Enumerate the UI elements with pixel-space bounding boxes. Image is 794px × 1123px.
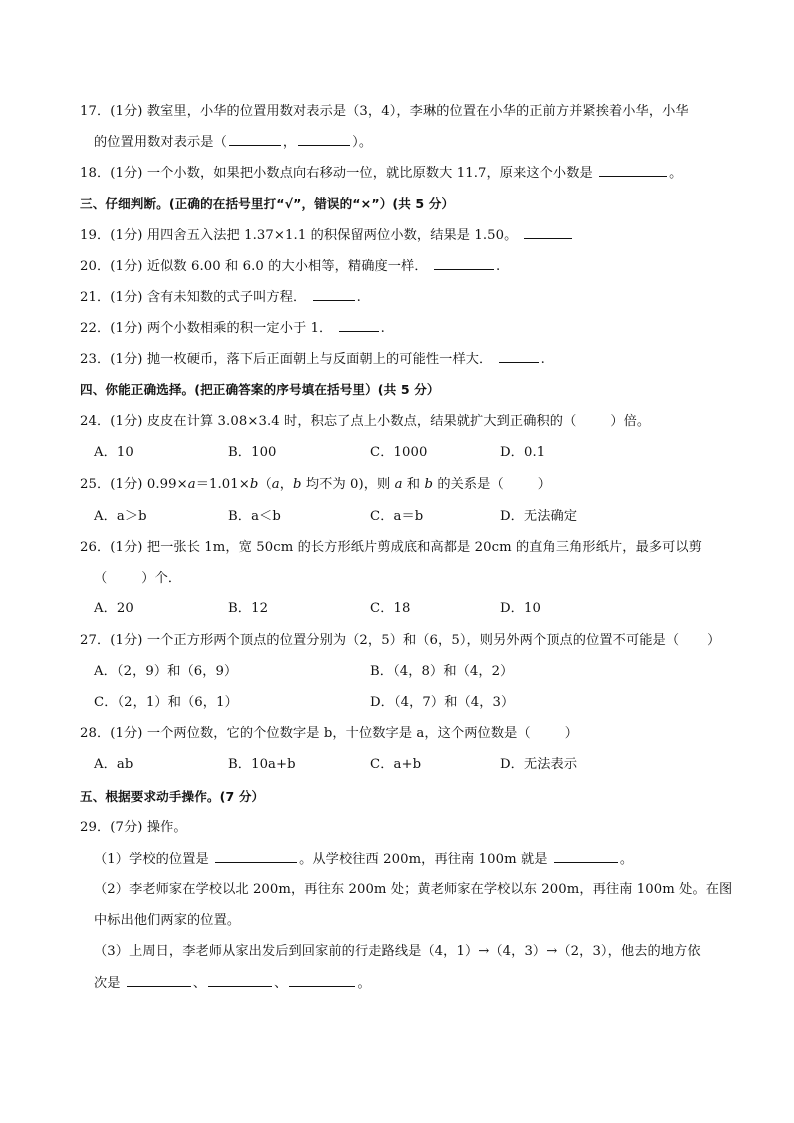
q25-text-e: 均不为 0)，则 bbox=[301, 477, 395, 492]
q21-end: . bbox=[356, 290, 361, 305]
q19-text: 19．(1分) 用四舍五入法把 1.37×1.1 的积保留两位小数，结果是 1.50。 bbox=[80, 228, 518, 243]
q20-blank[interactable] bbox=[434, 256, 494, 270]
q23-text: 23．(1分) 抛一枚硬币，落下后正面朝上与反面朝上的可能性一样大． bbox=[80, 352, 493, 367]
q24-text-a: 24．(1分) 皮皮在计算 3.08×3.4 时，积忘了点上小数点，结果就扩大到正确积的（ bbox=[80, 414, 577, 429]
q27-option-a[interactable]: A．（2，9）和（6，9） bbox=[94, 664, 238, 679]
q29-s1-text-b: 。从学校往西 200m，再往南 100m 就是 bbox=[299, 852, 548, 867]
q25-line bbox=[80, 475, 724, 495]
q22-line bbox=[80, 318, 724, 339]
q28-text-b: ） bbox=[564, 726, 578, 741]
q25-option-c[interactable]: C．a＝b bbox=[370, 509, 424, 524]
q25-text-f: 和 bbox=[402, 477, 425, 492]
section-4-title: 四、你能正确选择。(把正确答案的序号填在括号里）(共 5 分） bbox=[80, 382, 440, 397]
q25-text-h: ） bbox=[537, 477, 552, 492]
q18-line bbox=[80, 163, 724, 184]
q22-blank[interactable] bbox=[339, 318, 379, 332]
q29-head: 29．(7分) 操作。 bbox=[80, 820, 187, 835]
q17-blank-2[interactable] bbox=[298, 132, 350, 146]
q17-blank-1[interactable] bbox=[229, 132, 281, 146]
q26-text-a: （ bbox=[94, 571, 108, 586]
q25-var-e: a bbox=[394, 477, 403, 492]
q17-line2 bbox=[94, 132, 724, 153]
q24-option-d[interactable]: D．0.1 bbox=[500, 445, 546, 460]
q29-sub1 bbox=[94, 849, 724, 870]
q29-s3-blank-1[interactable] bbox=[127, 973, 191, 987]
q17-text-b: ）。 bbox=[352, 135, 373, 150]
q23-blank[interactable] bbox=[499, 349, 539, 363]
q28-text-a: 28．(1分) 一个两位数，它的个位数字是 b，十位数字是 a，这个两位数是（ bbox=[80, 726, 531, 741]
q21-blank[interactable] bbox=[313, 287, 355, 301]
q19-blank[interactable] bbox=[524, 225, 572, 239]
section-5-title: 五、根据要求动手操作。(7 分） bbox=[80, 789, 265, 804]
q26-option-c[interactable]: C．18 bbox=[370, 601, 411, 616]
q24-line bbox=[80, 412, 724, 432]
q24-option-c[interactable]: C．1000 bbox=[370, 445, 428, 460]
q17-text-a: 的位置用数对表示是（ bbox=[94, 135, 227, 150]
q25-text-d: ， bbox=[279, 477, 294, 492]
q29-s1-text-c: 。 bbox=[619, 852, 634, 867]
q29-sub2-line2: 中标出他们两家的位置。 bbox=[94, 913, 241, 928]
q29-s3-blank-3[interactable] bbox=[289, 973, 355, 987]
q28-line bbox=[80, 724, 724, 744]
q25-option-b[interactable]: B．a＜b bbox=[228, 509, 281, 524]
q29-s3-end: 。 bbox=[357, 976, 371, 991]
q26-option-d[interactable]: D．10 bbox=[500, 601, 541, 616]
q25-text-b: ＝1.01× bbox=[195, 477, 250, 492]
q29-sub2-line1: （2）李老师家在学校以北 200m，再往东 200m 处；黄老师家在学校以东 200m，再往南 100m 处。在图 bbox=[94, 882, 733, 897]
q27-text-a: 27．(1分) 一个正方形两个顶点的位置分别为（2，5）和（6，5），则另外两个顶点的位置不可能是（ bbox=[80, 633, 680, 648]
q26-text-b: ）个． bbox=[141, 571, 182, 586]
q25-var-f: b bbox=[424, 477, 434, 492]
q25-option-d[interactable]: D．无法确定 bbox=[500, 509, 578, 524]
q27-text-b: ） bbox=[707, 633, 721, 648]
q21-text: 21．(1分) 含有未知数的式子叫方程． bbox=[80, 290, 307, 305]
q29-s3-text-a: 次是 bbox=[94, 976, 121, 991]
q26-option-b[interactable]: B．12 bbox=[228, 601, 269, 616]
q24-option-a[interactable]: A．10 bbox=[94, 445, 134, 460]
q24-option-b[interactable]: B．100 bbox=[228, 445, 277, 460]
q29-sub3-line2 bbox=[94, 973, 724, 994]
q29-sub3-line1: （3）上周日，李老师从家出发后到回家前的行走路线是（4，1）→（4，3）→（2，3），他去的地方依 bbox=[94, 944, 701, 959]
q25-var-b: b bbox=[249, 477, 259, 492]
q17-line1 bbox=[80, 102, 724, 122]
q25-var-d: b bbox=[293, 477, 302, 492]
q25-text-a: 25．(1分) 0.99× bbox=[80, 477, 188, 492]
q25-var-c: a bbox=[271, 477, 280, 492]
q26-option-a[interactable]: A．20 bbox=[94, 601, 134, 616]
q28-option-d[interactable]: D．无法表示 bbox=[500, 757, 578, 772]
q23-line bbox=[80, 349, 724, 370]
q25-option-a[interactable]: A．a＞b bbox=[94, 509, 147, 524]
q25-text-g: 的关系是（ bbox=[433, 477, 504, 492]
q18-end: 。 bbox=[669, 166, 683, 181]
q29-s3-sep-2: 、 bbox=[274, 976, 288, 991]
q23-end: . bbox=[540, 352, 545, 367]
q25-var-a: a bbox=[187, 477, 196, 492]
q27-option-d[interactable]: D．（4，7）和（4，3） bbox=[370, 695, 515, 710]
q20-text: 20．(1分) 近似数 6.00 和 6.0 的大小相等，精确度一样． bbox=[80, 259, 428, 274]
q26-text: 26．(1分) 把一张长 1m，宽 50cm 的长方形纸片剪成底和高都是 20cm 的直角三角形纸片，最多可以剪 bbox=[80, 540, 703, 555]
q29-s3-sep-1: 、 bbox=[192, 976, 207, 991]
q17-text: 17．(1分) 教室里，小华的位置用数对表示是（3，4），李琳的位置在小华的正前方并紧挨着小华，小华 bbox=[80, 104, 689, 119]
section-3-title: 三、仔细判断。(正确的在括号里打“√”，错误的“×”）(共 5 分） bbox=[80, 196, 455, 211]
q29-s3-blank-2[interactable] bbox=[208, 973, 272, 987]
q18-text: 18．(1分) 一个小数，如果把小数点向右移动一位，就比原数大 11.7，原来这个小数是 bbox=[80, 166, 593, 181]
q22-text: 22．(1分) 两个小数相乘的积一定小于 1． bbox=[80, 321, 333, 336]
q28-option-a[interactable]: A．ab bbox=[94, 757, 134, 772]
q21-line bbox=[80, 287, 724, 308]
q20-end: . bbox=[495, 259, 501, 274]
q27-line bbox=[80, 631, 724, 651]
q20-line bbox=[80, 256, 724, 277]
q18-blank[interactable] bbox=[599, 163, 667, 177]
q26-line1 bbox=[80, 538, 724, 558]
q19-line bbox=[80, 225, 724, 246]
q17-sep: ， bbox=[282, 135, 297, 150]
q28-option-b[interactable]: B．10a+b bbox=[228, 757, 296, 772]
q24-text-b: ）倍。 bbox=[610, 414, 651, 429]
q29-s1-text-a: （1）学校的位置是 bbox=[94, 852, 209, 867]
q26-line2 bbox=[94, 569, 724, 589]
q29-s1-blank-2[interactable] bbox=[554, 849, 618, 863]
q29-s1-blank-1[interactable] bbox=[215, 849, 297, 863]
q25-text-c: （ bbox=[258, 477, 272, 492]
q27-option-b[interactable]: B．（4，8）和（4，2） bbox=[370, 664, 514, 679]
q27-option-c[interactable]: C．（2，1）和（6，1） bbox=[94, 695, 238, 710]
q22-end: . bbox=[380, 321, 385, 336]
q28-option-c[interactable]: C．a+b bbox=[370, 757, 422, 772]
